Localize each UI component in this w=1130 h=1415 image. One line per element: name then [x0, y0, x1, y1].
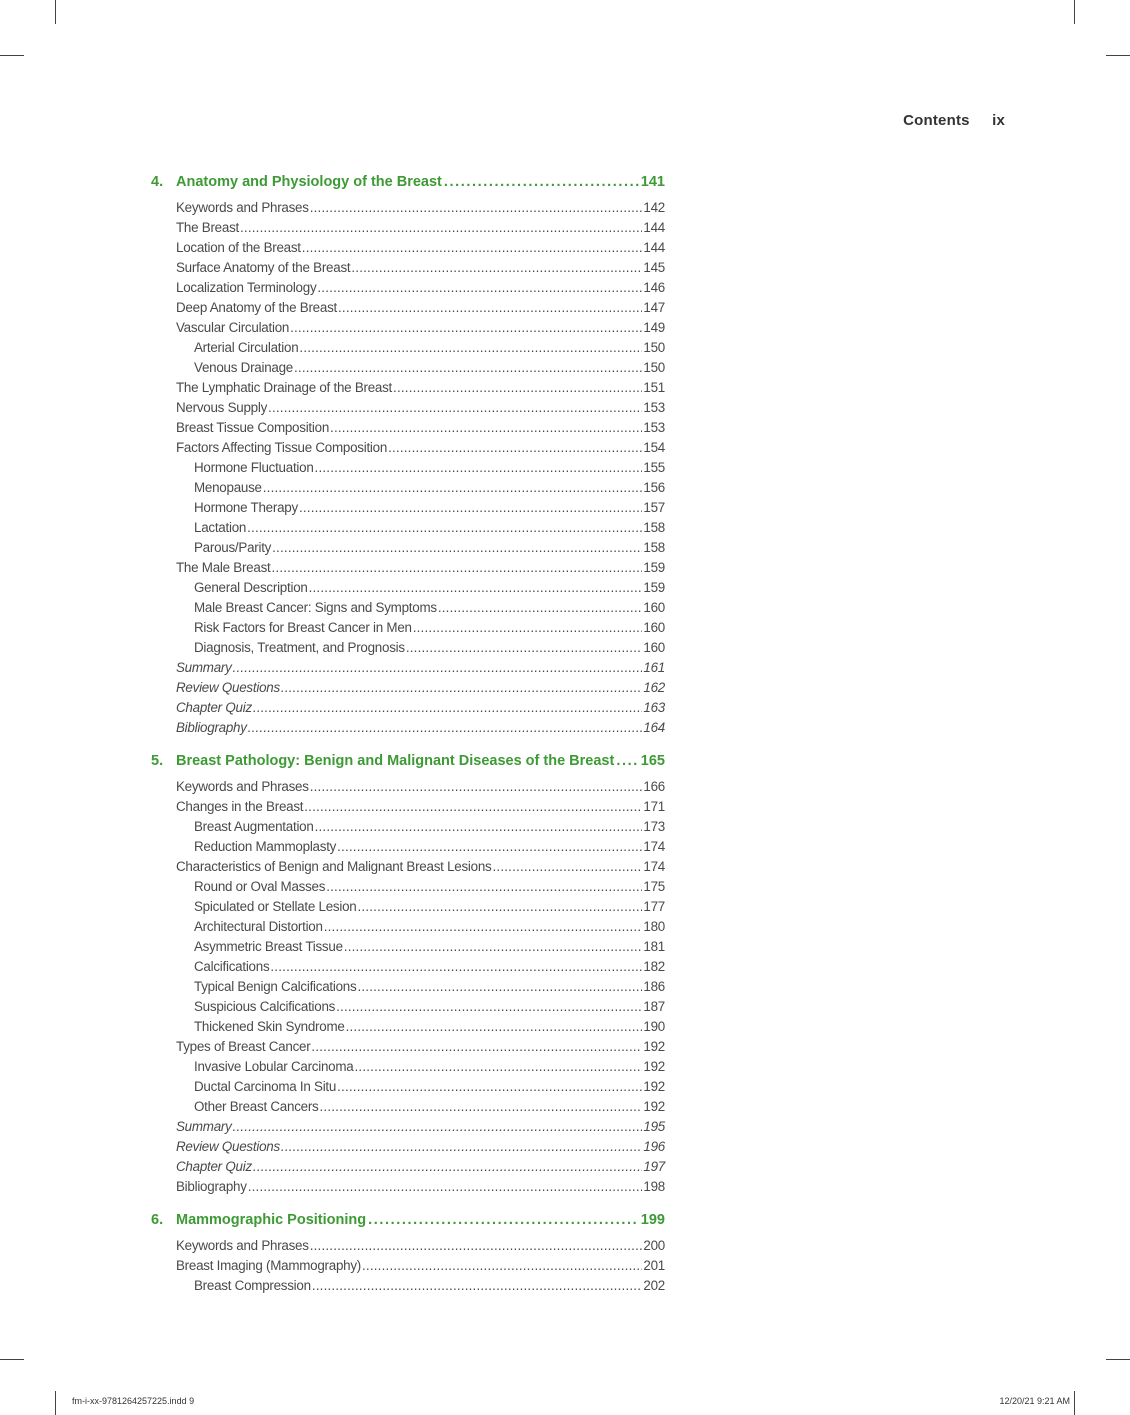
dot-leader — [270, 959, 642, 974]
toc-entry-page-number: 196 — [643, 1139, 665, 1154]
toc-entry-page-number: 202 — [643, 1278, 665, 1293]
dot-leader — [272, 540, 642, 555]
toc-entry[interactable] — [151, 1059, 665, 1079]
dot-leader — [406, 640, 643, 655]
toc-entry-label: Deep Anatomy of the Breast — [176, 300, 337, 315]
running-head-page-number: ix — [992, 112, 1005, 129]
dot-leader — [240, 220, 642, 235]
chapter-title: Breast Pathology: Benign and Malignant Diseases of the Breast — [176, 753, 615, 769]
toc-entry-page-number: 144 — [643, 240, 665, 255]
dot-leader — [444, 174, 639, 190]
dot-leader — [337, 1079, 642, 1094]
toc-entry[interactable] — [151, 500, 665, 520]
dot-leader — [310, 1238, 643, 1253]
toc-entry-label: Invasive Lobular Carcinoma — [194, 1059, 354, 1074]
toc-entry-label: Types of Breast Cancer — [176, 1039, 311, 1054]
chapter-page-number: 199 — [640, 1212, 665, 1228]
chapter-title: Mammographic Positioning — [176, 1212, 367, 1228]
toc-entry-page-number: 162 — [643, 680, 665, 695]
toc-entry-label: Diagnosis, Treatment, and Prognosis — [194, 640, 405, 655]
toc-entry[interactable] — [151, 440, 665, 460]
dot-leader — [320, 1099, 643, 1114]
toc-entry-label: Arterial Circulation — [194, 340, 299, 355]
toc-entry[interactable] — [151, 260, 665, 280]
toc-entry-label: Parous/Parity — [194, 540, 272, 555]
toc-entry[interactable] — [151, 799, 665, 819]
toc-entry-label: Summary — [176, 660, 232, 675]
toc-entry-label: Lactation — [194, 520, 247, 535]
toc-entry-page-number: 164 — [643, 720, 665, 735]
toc-entry-label: Bibliography — [176, 720, 247, 735]
toc-entry-label: Menopause — [194, 480, 262, 495]
toc-entry-label: Review Questions — [176, 1139, 280, 1154]
toc-entry[interactable] — [151, 819, 665, 839]
dot-leader — [354, 1059, 642, 1074]
toc-entry[interactable] — [151, 939, 665, 959]
toc-entry-page-number: 149 — [643, 320, 665, 335]
toc-entry[interactable] — [151, 360, 665, 380]
dot-leader — [413, 620, 643, 635]
dot-leader — [253, 700, 643, 715]
toc-entry-label: Localization Terminology — [176, 280, 317, 295]
running-head — [903, 112, 1005, 129]
dot-leader — [281, 1139, 642, 1154]
toc-entry-page-number: 155 — [643, 460, 665, 475]
toc-entry-label: Chapter Quiz — [176, 700, 252, 715]
toc-entry-page-number: 192 — [643, 1059, 665, 1074]
toc-entry-label: Venous Drainage — [194, 360, 293, 375]
toc-entry-list — [151, 200, 665, 740]
toc-entry-list — [151, 1238, 665, 1298]
toc-entry-label: The Lymphatic Drainage of the Breast — [176, 380, 393, 395]
toc-entry-page-number: 198 — [643, 1179, 665, 1194]
dot-leader — [281, 680, 642, 695]
crop-mark — [0, 1359, 24, 1360]
toc-entry-label: Calcifications — [194, 959, 270, 974]
toc-entry-page-number: 201 — [643, 1258, 665, 1273]
toc-entry[interactable] — [151, 859, 665, 879]
chapter-number: 5. — [151, 753, 164, 769]
toc-entry-label: Breast Tissue Composition — [176, 420, 330, 435]
dot-leader — [272, 560, 643, 575]
crop-mark — [55, 0, 56, 24]
dot-leader — [247, 520, 642, 535]
toc-entry-page-number: 144 — [643, 220, 665, 235]
toc-entry-page-number: 174 — [643, 859, 665, 874]
toc-entry-label: Round or Oval Masses — [194, 879, 326, 894]
toc-entry-page-number: 192 — [643, 1039, 665, 1054]
dot-leader — [253, 1159, 643, 1174]
toc-entry-page-number: 159 — [643, 580, 665, 595]
table-of-contents — [151, 174, 665, 1311]
dot-leader — [351, 260, 642, 275]
toc-entry[interactable] — [151, 839, 665, 859]
dot-leader — [438, 600, 643, 615]
toc-entry-label: Suspicious Calcifications — [194, 999, 336, 1014]
toc-entry[interactable] — [151, 380, 665, 400]
toc-entry-page-number: 174 — [643, 839, 665, 854]
toc-entry-label: Factors Affecting Tissue Composition — [176, 440, 388, 455]
toc-chapter-heading[interactable] — [151, 1212, 665, 1234]
dot-leader — [346, 1019, 643, 1034]
toc-entry-page-number: 163 — [643, 700, 665, 715]
toc-entry-page-number: 182 — [643, 959, 665, 974]
dot-leader — [312, 1278, 643, 1293]
chapter-page-number: 165 — [640, 753, 665, 769]
chapter-number: 4. — [151, 174, 164, 190]
dot-leader — [248, 720, 643, 735]
toc-entry-page-number: 160 — [643, 600, 665, 615]
toc-entry-page-number: 166 — [643, 779, 665, 794]
toc-entry-page-number: 181 — [643, 939, 665, 954]
toc-entry-label: Bibliography — [176, 1179, 247, 1194]
dot-leader — [357, 899, 642, 914]
toc-entry-label: The Male Breast — [176, 560, 271, 575]
toc-entry-label: Keywords and Phrases — [176, 200, 309, 215]
toc-entry-page-number: 175 — [643, 879, 665, 894]
dot-leader — [233, 660, 643, 675]
toc-entry-page-number: 146 — [643, 280, 665, 295]
dot-leader — [336, 999, 642, 1014]
dot-leader — [393, 380, 642, 395]
toc-entry[interactable] — [151, 540, 665, 560]
toc-entry[interactable] — [151, 1278, 665, 1298]
toc-entry-label: Breast Imaging (Mammography) — [176, 1258, 361, 1273]
toc-chapter-heading[interactable] — [151, 753, 665, 775]
toc-entry-page-number: 161 — [643, 660, 665, 675]
toc-entry-page-number: 160 — [643, 620, 665, 635]
toc-entry[interactable] — [151, 1039, 665, 1059]
toc-entry-page-number: 153 — [643, 400, 665, 415]
dot-leader — [362, 1258, 642, 1273]
toc-entry-page-number: 157 — [643, 500, 665, 515]
toc-entry[interactable] — [151, 460, 665, 480]
crop-mark — [1106, 55, 1130, 56]
toc-entry-page-number: 142 — [643, 200, 665, 215]
dot-leader — [368, 1212, 639, 1228]
toc-entry-label: The Breast — [176, 220, 239, 235]
toc-entry[interactable] — [151, 200, 665, 220]
toc-entry-label: Keywords and Phrases — [176, 1238, 309, 1253]
dot-leader — [304, 799, 642, 814]
toc-entry-label: Summary — [176, 1119, 232, 1134]
toc-entry-page-number: 159 — [643, 560, 665, 575]
toc-entry[interactable] — [151, 220, 665, 240]
dot-leader — [294, 360, 642, 375]
toc-entry-label: Hormone Therapy — [194, 500, 298, 515]
toc-entry-page-number: 150 — [643, 340, 665, 355]
toc-entry-page-number: 186 — [643, 979, 665, 994]
toc-entry-page-number: 160 — [643, 640, 665, 655]
toc-entry-label: Review Questions — [176, 680, 280, 695]
footer-file-name: fm-i-xx-9781264257225.indd 9 — [72, 1396, 195, 1406]
toc-entry-list — [151, 779, 665, 1199]
toc-entry[interactable] — [151, 959, 665, 979]
chapter-page-number: 141 — [640, 174, 665, 190]
dot-leader — [248, 1179, 643, 1194]
toc-entry[interactable] — [151, 560, 665, 580]
toc-entry-page-number: 177 — [643, 899, 665, 914]
dot-leader — [338, 300, 642, 315]
toc-entry-label: Breast Augmentation — [194, 819, 314, 834]
toc-entry-page-number: 171 — [643, 799, 665, 814]
toc-entry-label: Architectural Distortion — [194, 919, 323, 934]
toc-entry-page-number: 151 — [643, 380, 665, 395]
toc-entry[interactable] — [151, 919, 665, 939]
dot-leader — [315, 460, 643, 475]
footer-date: 12/20/21 9:21 AM — [999, 1396, 1070, 1406]
toc-entry[interactable] — [151, 240, 665, 260]
toc-entry-label: Reduction Mammoplasty — [194, 839, 337, 854]
toc-entry-label: Other Breast Cancers — [194, 1099, 319, 1114]
toc-entry-page-number: 153 — [643, 420, 665, 435]
toc-entry-page-number: 197 — [643, 1159, 665, 1174]
toc-entry[interactable] — [151, 520, 665, 540]
toc-entry[interactable] — [151, 899, 665, 919]
dot-leader — [310, 779, 643, 794]
toc-entry-label: Changes in the Breast — [176, 799, 304, 814]
toc-entry-label: Characteristics of Benign and Malignant Breast Lesions — [176, 859, 492, 874]
toc-entry-page-number: 158 — [643, 540, 665, 555]
toc-entry-page-number: 200 — [643, 1238, 665, 1253]
toc-entry-label: Location of the Breast — [176, 240, 301, 255]
toc-entry[interactable] — [151, 1119, 665, 1139]
toc-entry[interactable] — [151, 720, 665, 740]
dot-leader — [330, 420, 642, 435]
toc-entry-page-number: 195 — [643, 1119, 665, 1134]
toc-entry-label: General Description — [194, 580, 308, 595]
toc-entry[interactable] — [151, 979, 665, 999]
dot-leader — [357, 979, 642, 994]
dot-leader — [317, 280, 642, 295]
toc-entry-label: Vascular Circulation — [176, 320, 290, 335]
toc-entry[interactable] — [151, 680, 665, 700]
toc-entry-label: Risk Factors for Breast Cancer in Men — [194, 620, 412, 635]
crop-mark — [0, 55, 24, 56]
chapter-number: 6. — [151, 1212, 164, 1228]
toc-chapter-heading[interactable] — [151, 174, 665, 196]
toc-entry-page-number: 156 — [643, 480, 665, 495]
toc-entry-page-number: 192 — [643, 1099, 665, 1114]
toc-entry-label: Breast Compression — [194, 1278, 311, 1293]
toc-entry-label: Nervous Supply — [176, 400, 268, 415]
crop-mark — [1074, 1391, 1075, 1415]
dot-leader — [344, 939, 643, 954]
toc-entry[interactable] — [151, 400, 665, 420]
toc-entry-label: Asymmetric Breast Tissue — [194, 939, 343, 954]
toc-entry[interactable] — [151, 340, 665, 360]
dot-leader — [299, 500, 642, 515]
toc-entry-label: Chapter Quiz — [176, 1159, 252, 1174]
chapter-title: Anatomy and Physiology of the Breast — [176, 174, 442, 190]
dot-leader — [268, 400, 642, 415]
dot-leader — [337, 839, 642, 854]
dot-leader — [263, 480, 643, 495]
toc-entry-label: Typical Benign Calcifications — [194, 979, 357, 994]
crop-mark — [1074, 0, 1075, 24]
toc-entry[interactable] — [151, 779, 665, 799]
toc-entry[interactable] — [151, 480, 665, 500]
toc-entry[interactable] — [151, 580, 665, 600]
dot-leader — [315, 819, 643, 834]
dot-leader — [309, 580, 643, 595]
toc-entry[interactable] — [151, 1179, 665, 1199]
dot-leader — [326, 879, 642, 894]
toc-entry[interactable] — [151, 1238, 665, 1258]
toc-entry[interactable] — [151, 320, 665, 340]
toc-entry-label: Hormone Fluctuation — [194, 460, 314, 475]
toc-entry[interactable] — [151, 1258, 665, 1278]
toc-entry[interactable] — [151, 700, 665, 720]
toc-entry[interactable] — [151, 879, 665, 899]
toc-entry-page-number: 158 — [643, 520, 665, 535]
toc-entry[interactable] — [151, 620, 665, 640]
toc-entry[interactable] — [151, 999, 665, 1019]
toc-entry[interactable] — [151, 420, 665, 440]
dot-leader — [310, 200, 643, 215]
toc-entry-page-number: 154 — [643, 440, 665, 455]
crop-mark — [1106, 1359, 1130, 1360]
dot-leader — [290, 320, 642, 335]
dot-leader — [233, 1119, 643, 1134]
toc-entry-page-number: 190 — [643, 1019, 665, 1034]
dot-leader — [388, 440, 642, 455]
dot-leader — [299, 340, 642, 355]
toc-entry[interactable] — [151, 1019, 665, 1039]
toc-entry-page-number: 145 — [643, 260, 665, 275]
toc-entry[interactable] — [151, 640, 665, 660]
toc-entry-page-number: 173 — [643, 819, 665, 834]
toc-entry[interactable] — [151, 1159, 665, 1179]
toc-entry-page-number: 187 — [643, 999, 665, 1014]
toc-entry-label: Spiculated or Stellate Lesion — [194, 899, 357, 914]
toc-entry-page-number: 147 — [643, 300, 665, 315]
toc-entry-label: Thickened Skin Syndrome — [194, 1019, 345, 1034]
dot-leader — [302, 240, 643, 255]
dot-leader — [311, 1039, 642, 1054]
toc-entry-label: Keywords and Phrases — [176, 779, 309, 794]
toc-entry[interactable] — [151, 1079, 665, 1099]
toc-entry[interactable] — [151, 660, 665, 680]
toc-entry[interactable] — [151, 1099, 665, 1119]
running-head-title: Contents — [903, 112, 970, 129]
toc-entry-label: Male Breast Cancer: Signs and Symptoms — [194, 600, 437, 615]
toc-entry[interactable] — [151, 1139, 665, 1159]
toc-entry[interactable] — [151, 280, 665, 300]
dot-leader — [493, 859, 643, 874]
dot-leader — [616, 753, 638, 769]
toc-entry[interactable] — [151, 300, 665, 320]
toc-entry-page-number: 150 — [643, 360, 665, 375]
dot-leader — [324, 919, 643, 934]
toc-entry-page-number: 192 — [643, 1079, 665, 1094]
toc-entry-label: Surface Anatomy of the Breast — [176, 260, 351, 275]
toc-entry[interactable] — [151, 600, 665, 620]
crop-mark — [55, 1391, 56, 1415]
toc-entry-label: Ductal Carcinoma In Situ — [194, 1079, 337, 1094]
toc-entry-page-number: 180 — [643, 919, 665, 934]
